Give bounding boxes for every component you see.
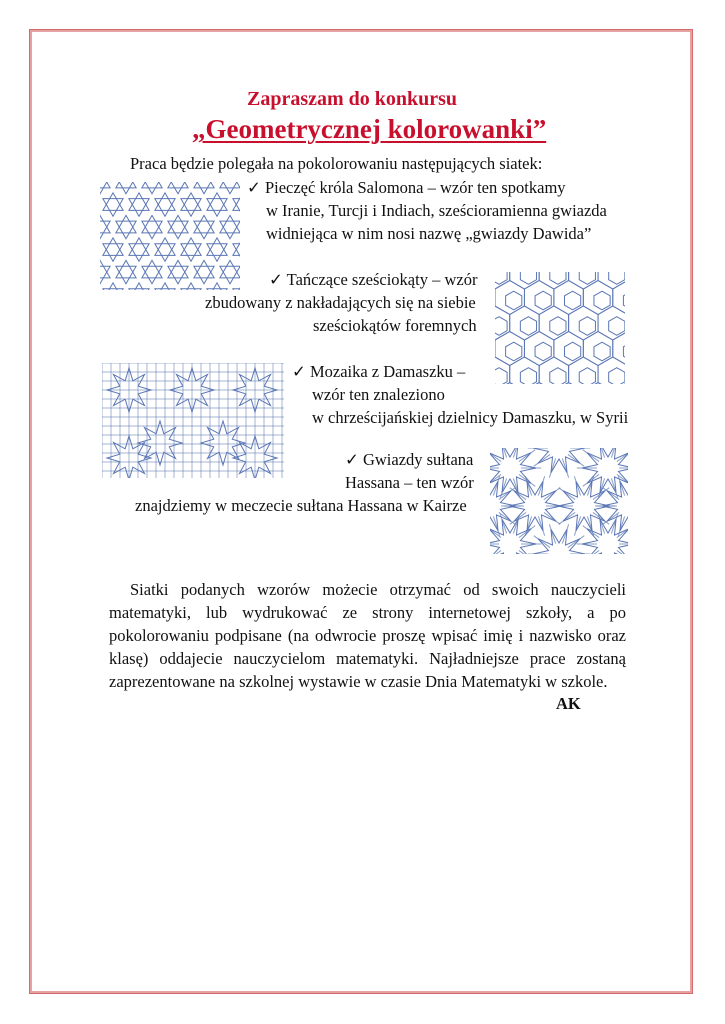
item-solomon-line3: widniejąca w nim nosi nazwę „gwiazdy Dawida” <box>266 224 592 243</box>
item-solomon-line1: ✓ Pieczęć króla Salomona – wzór ten spotkamy <box>247 178 566 197</box>
item-hexagons-line2: zbudowany z nakładających się na siebie <box>205 293 476 312</box>
damascus-mosaic-pattern-image <box>102 363 284 478</box>
item-damascus-line2: wzór ten znaleziono <box>312 385 445 404</box>
intro-text: Praca będzie polegała na pokolorowaniu następujących siatek: <box>130 154 543 173</box>
item-damascus-line3: w chrześcijańskiej dzielnicy Damaszku, w Syrii <box>312 408 629 427</box>
checkmark-icon: ✓ <box>292 362 306 381</box>
item-hassan-line3: znajdziemy w meczecie sułtana Hassana w Kairze <box>135 496 467 515</box>
invitation-heading: Zapraszam do konkursu <box>247 88 458 110</box>
item-damascus-line1: ✓ Mozaika z Damaszku – <box>292 362 466 381</box>
sultan-hassan-stars-pattern-image <box>490 448 628 554</box>
checkmark-icon: ✓ <box>247 178 261 197</box>
author-signature: AK <box>556 694 581 713</box>
checkmark-icon: ✓ <box>269 270 283 289</box>
contest-title: „Geometrycznej kolorowanki” <box>192 114 547 144</box>
instructions-paragraph: Siatki podanych wzorów możecie otrzymać od swoich nauczycieli matematyki, lub wydrukować ze strony internetowej szkoły, a po pokolorowaniu podpisane (na odwrocie proszę wpisać imię i nazwisko oraz klasę) oddajecie nauczycielom matematyki. Najładniejsze prace zostaną zaprezentowane na szkolnej wystawie w czasie Dnia Matematyki w szkole. <box>109 580 626 691</box>
item-hassan-line2: Hassana – ten wzór <box>345 473 474 492</box>
dancing-hexagons-pattern-image <box>495 272 625 384</box>
item-hexagons-line1: ✓ Tańczące sześciokąty – wzór <box>269 270 478 289</box>
item-hexagons-line3: sześciokątów foremnych <box>313 316 477 335</box>
checkmark-icon: ✓ <box>345 450 359 469</box>
solomon-seal-pattern-image <box>100 182 240 290</box>
item-hassan-line1: ✓ Gwiazdy sułtana <box>345 450 474 469</box>
item-solomon-line2: w Iranie, Turcji i Indiach, sześcioramienna gwiazda <box>266 201 607 220</box>
